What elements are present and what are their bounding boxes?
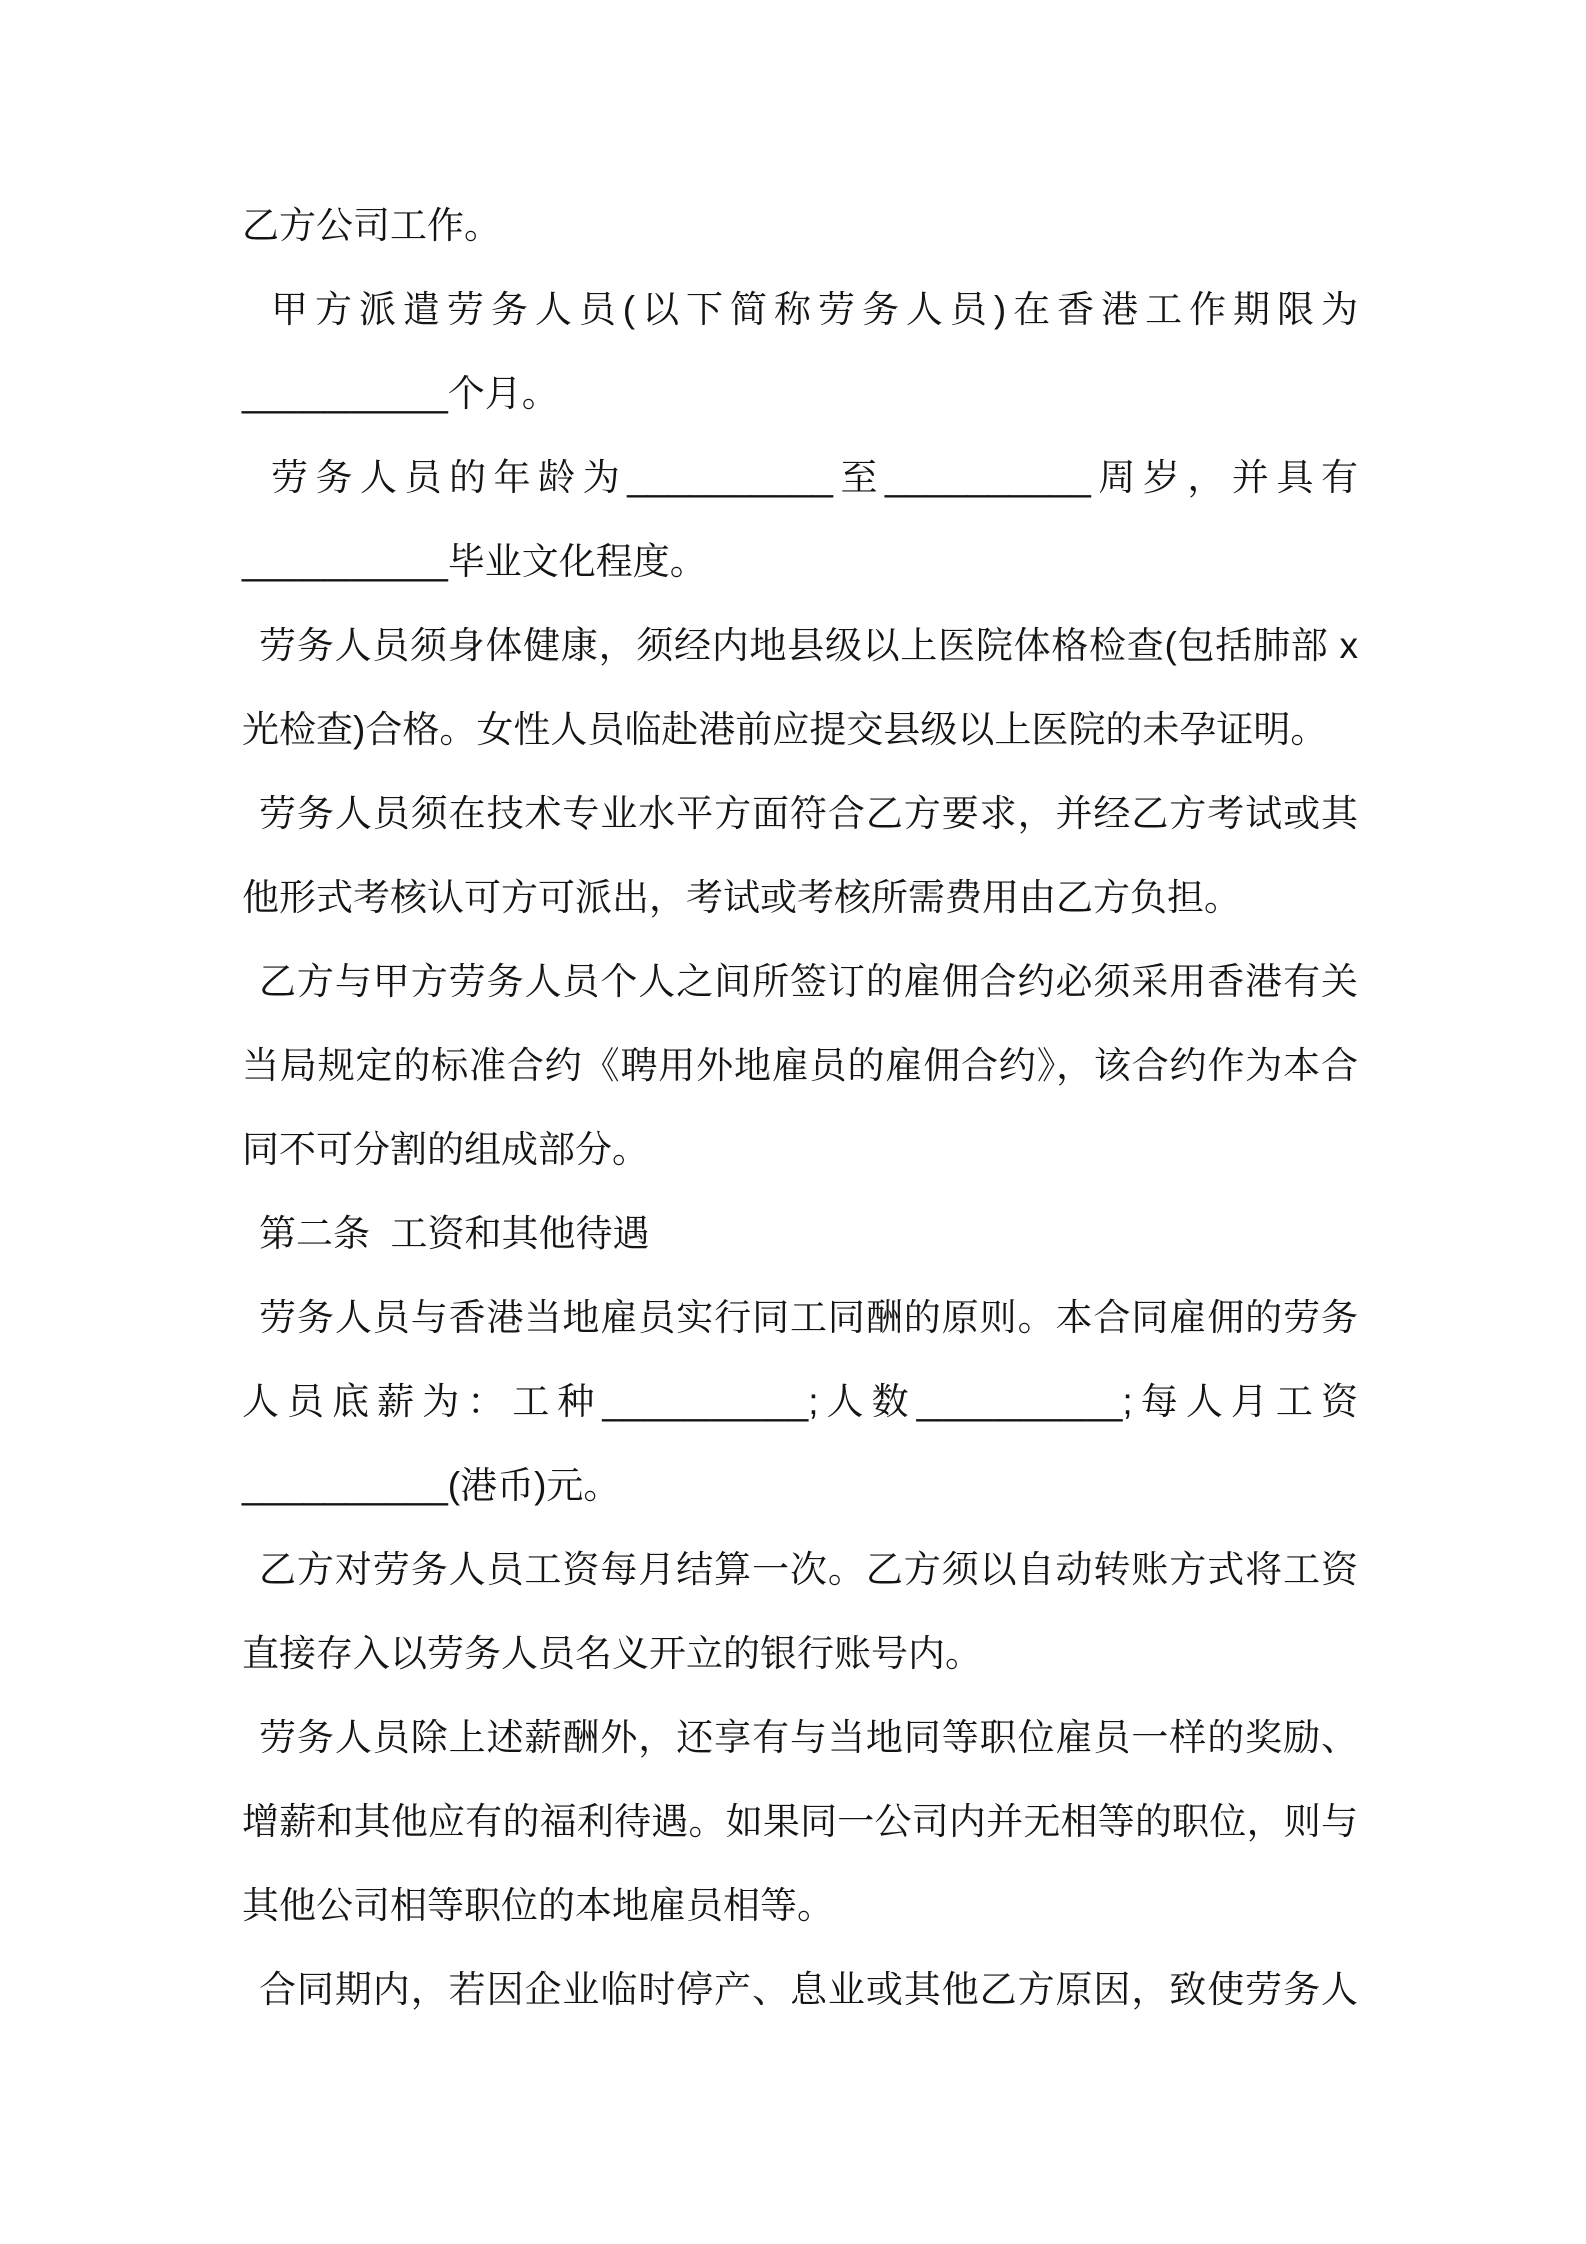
text-line: 其他公司相等职位的本地雇员相等。 xyxy=(242,1885,834,1926)
text-line: 直接存入以劳务人员名义开立的银行账号内。 xyxy=(242,1633,982,1674)
paragraph xyxy=(242,184,1358,268)
paragraph xyxy=(242,940,1358,1192)
text-line: 乙方公司工作。 xyxy=(242,205,501,246)
paragraph xyxy=(242,268,1358,436)
text-line: 劳务人员须身体健康，须经内地县级以上医院体格检查(包括肺部 x xyxy=(259,625,1358,666)
paragraph xyxy=(242,604,1358,772)
text-line: 劳务人员除上述薪酬外，还享有与当地同等职位雇员一样的奖励、 xyxy=(259,1717,1358,1758)
text-line: 乙方与甲方劳务人员个人之间所签订的雇佣合约必须采用香港有关 xyxy=(259,961,1358,1002)
section-heading xyxy=(242,1192,1358,1276)
text-line: 合同期内，若因企业临时停产、息业或其他乙方原因，致使劳务人 xyxy=(259,1969,1358,2010)
text-line: 乙方对劳务人员工资每月结算一次。乙方须以自动转账方式将工资 xyxy=(259,1549,1358,1590)
text-line: __________个月。 xyxy=(242,373,559,414)
paragraph xyxy=(242,1948,1358,2032)
paragraph xyxy=(242,1276,1358,1528)
text-line: 他形式考核认可方可派出，考试或考核所需费用由乙方负担。 xyxy=(242,877,1241,918)
text-line: 光检查)合格。女性人员临赴港前应提交县级以上医院的未孕证明。 xyxy=(242,709,1328,750)
text-line: __________(港币)元。 xyxy=(242,1465,621,1506)
document-body xyxy=(242,184,1358,2032)
text-line: 劳务人员须在技术专业水平方面符合乙方要求，并经乙方考试或其 xyxy=(259,793,1358,834)
section-heading-text: 第二条 工资和其他待遇 xyxy=(259,1213,650,1254)
paragraph xyxy=(242,1696,1358,1948)
text-line: __________毕业文化程度。 xyxy=(242,541,707,582)
text-line: 人员底薪为：工种__________;人数__________;每人月工资 xyxy=(242,1381,1358,1422)
text-line: 增薪和其他应有的福利待遇。如果同一公司内并无相等的职位，则与 xyxy=(242,1801,1358,1842)
text-line: 同不可分割的组成部分。 xyxy=(242,1129,649,1170)
paragraph xyxy=(242,772,1358,940)
text-line: 劳务人员与香港当地雇员实行同工同酬的原则。本合同雇佣的劳务 xyxy=(259,1297,1358,1338)
paragraph xyxy=(242,436,1358,604)
text-line: 当局规定的标准合约《聘用外地雇员的雇佣合约》，该合约作为本合 xyxy=(242,1045,1358,1086)
text-line: 劳务人员的年龄为__________至__________周岁，并具有 xyxy=(271,457,1358,498)
text-line: 甲方派遣劳务人员(以下简称劳务人员)在香港工作期限为 xyxy=(271,289,1358,330)
paragraph xyxy=(242,1528,1358,1696)
